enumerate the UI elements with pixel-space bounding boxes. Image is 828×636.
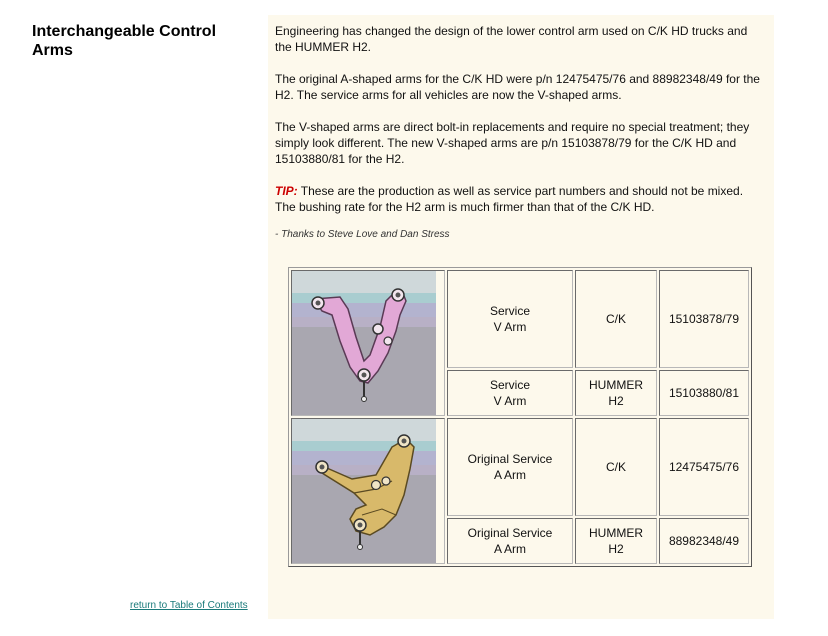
vehicle-line: C/K: [605, 460, 626, 474]
vehicle-cell: [575, 370, 657, 416]
v-arm-image-cell: [291, 270, 445, 416]
part-number-cell: 12475475/76: [659, 418, 749, 516]
desc-line: V Arm: [493, 320, 527, 334]
desc-line: Service: [489, 378, 530, 392]
vehicle-line: H2: [608, 542, 624, 556]
paragraph-tip: [275, 183, 766, 215]
desc-line: Service: [489, 304, 530, 318]
vehicle-cell: [575, 418, 657, 516]
desc-cell: [447, 418, 573, 516]
vehicle-cell: [575, 270, 657, 368]
part-number-cell: 15103880/81: [659, 370, 749, 416]
desc-line: Original Service: [467, 526, 553, 540]
paragraph-v-arms: The V-shaped arms are direct bolt-in replacements and require no special treatment; they simply look different. The new V-shaped arms are p/n 15103878/79 for the C/K HD and 15103880/81 for the H2.: [275, 120, 750, 166]
a-arm-image: [292, 419, 436, 563]
vehicle-line: H2: [608, 394, 624, 408]
table-row: [291, 418, 749, 516]
vehicle-line: HUMMER: [589, 526, 643, 540]
page-title: Interchangeable Control Arms: [32, 23, 217, 59]
desc-line: V Arm: [493, 394, 527, 408]
tip-text: These are the production as well as service part numbers and should not be mixed. The bushing rate for the H2 arm is much firmer than that of the C/K HD.: [275, 184, 744, 214]
desc-line: A Arm: [493, 468, 526, 482]
a-arm-image-cell: [291, 418, 445, 564]
vehicle-cell: [575, 518, 657, 564]
thanks-credit: - Thanks to Steve Love and Dan Stress: [275, 229, 450, 240]
desc-cell: [447, 270, 573, 368]
parts-table: [288, 267, 752, 567]
vehicle-line: C/K: [605, 312, 626, 326]
v-arm-image: [292, 271, 436, 415]
tip-label: TIP:: [275, 184, 298, 198]
desc-line: Original Service: [467, 452, 553, 466]
vehicle-line: HUMMER: [589, 378, 643, 392]
table-row: [291, 270, 749, 368]
desc-cell: [447, 370, 573, 416]
paragraph-original-arms: The original A-shaped arms for the C/K HD were p/n 12475475/76 and 88982348/49 for the H2. The service arms for all vehicles are now the V-shaped arms.: [275, 72, 760, 102]
part-number-cell: 15103878/79: [659, 270, 749, 368]
paragraph-intro: Engineering has changed the design of the lower control arm used on C/K HD trucks and the HUMMER H2.: [275, 24, 748, 54]
return-to-toc-link[interactable]: return to Table of Contents: [130, 600, 248, 611]
desc-line: A Arm: [493, 542, 526, 556]
left-column: [32, 22, 252, 60]
part-number-cell: 88982348/49: [659, 518, 749, 564]
desc-cell: [447, 518, 573, 564]
article-panel: [268, 15, 774, 619]
